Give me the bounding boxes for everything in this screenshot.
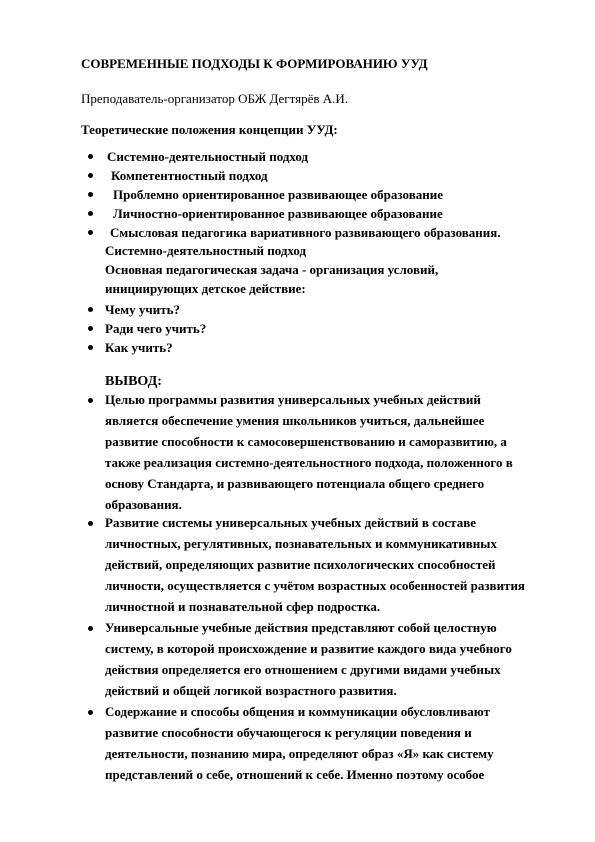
conclusion-line: представлений о себе, отношений к себе. Именно поэтому особое <box>105 767 485 782</box>
conclusion-line: является обеспечение умения школьников учиться, дальнейшее <box>105 413 485 428</box>
conclusion-line: действия определяется его отношением с другими видами учебных <box>105 662 501 677</box>
doc-title: СОВРЕМЕННЫЕ ПОДХОДЫ К ФОРМИРОВАНИЮ УУД <box>81 56 428 71</box>
conclusion-line: действий и общей логикой возрастного развития. <box>105 683 397 698</box>
conclusion-line: личности, осуществляется с учётом возрастных особенностей развития <box>105 578 525 593</box>
bullet-icon <box>88 307 93 312</box>
theory-item: Системно-деятельностный подход <box>107 149 309 164</box>
conclusion-line: развитие способности обучающегося к регуляции поведения и <box>105 725 472 740</box>
conclusion-line: действий, определяющих развитие психологических способностей <box>105 557 496 572</box>
conclusion-line: Содержание и способы общения и коммуникации обусловливают <box>105 704 490 719</box>
theory-item: Компетентностный подход <box>111 168 268 183</box>
conclusion-line: систему, в которой происхождение и развитие каждого вида учебного <box>105 641 512 656</box>
bullet-icon <box>88 192 93 197</box>
task-line: инициирующих детское действие: <box>105 281 306 296</box>
bullet-icon <box>88 521 93 526</box>
conclusion-line: Развитие системы универсальных учебных действий в составе <box>105 515 476 530</box>
task-line: Основная педагогическая задача - организация условий, <box>105 262 439 277</box>
conclusion-heading: ВЫВОД: <box>105 374 162 389</box>
bullet-icon <box>88 345 93 350</box>
theory-item: Смысловая педагогика вариативного развивающего образования. <box>110 225 501 240</box>
author-line: Преподаватель-организатор ОБЖ Дегтярёв А.И. <box>81 91 349 106</box>
bullet-icon <box>88 230 93 235</box>
theory-item: Проблемно ориентированное развивающее образование <box>113 187 443 202</box>
bullet-icon <box>88 626 93 631</box>
bullet-icon <box>88 398 93 403</box>
conclusion-line: Универсальные учебные действия представляют собой целостную <box>105 620 497 635</box>
bullet-icon <box>88 173 93 178</box>
bullet-icon <box>88 211 93 216</box>
theory-item: Личностно-ориентированное развивающее образование <box>113 206 443 221</box>
question-item: Чему учить? <box>105 302 180 317</box>
conclusion-line: Целью программы развития универсальных учебных действий <box>105 392 481 407</box>
conclusion-line: основу Стандарта, и развивающего потенциала общего среднего <box>105 476 485 491</box>
conclusion-line: образования. <box>105 497 182 512</box>
theory-heading: Теоретические положения концепции УУД: <box>81 122 338 137</box>
sd-heading: Системно-деятельностный подход <box>105 243 307 258</box>
bullet-icon <box>88 710 93 715</box>
question-item: Ради чего учить? <box>105 321 207 336</box>
conclusion-line: личностных, регулятивных, познавательных и коммуникативных <box>105 536 497 551</box>
bullet-icon <box>88 326 93 331</box>
conclusion-line: развитие способности к самосовершенствованию и саморазвитию, а <box>105 434 507 449</box>
bullet-icon <box>88 154 93 159</box>
conclusion-line: деятельности, познанию мира, определяют образ «Я» как систему <box>105 746 494 761</box>
conclusion-line: также реализация системно-деятельностного подхода, положенного в <box>105 455 513 470</box>
question-item: Как учить? <box>105 340 173 355</box>
conclusion-line: личностной и познавательной сфер подростка. <box>105 599 381 614</box>
